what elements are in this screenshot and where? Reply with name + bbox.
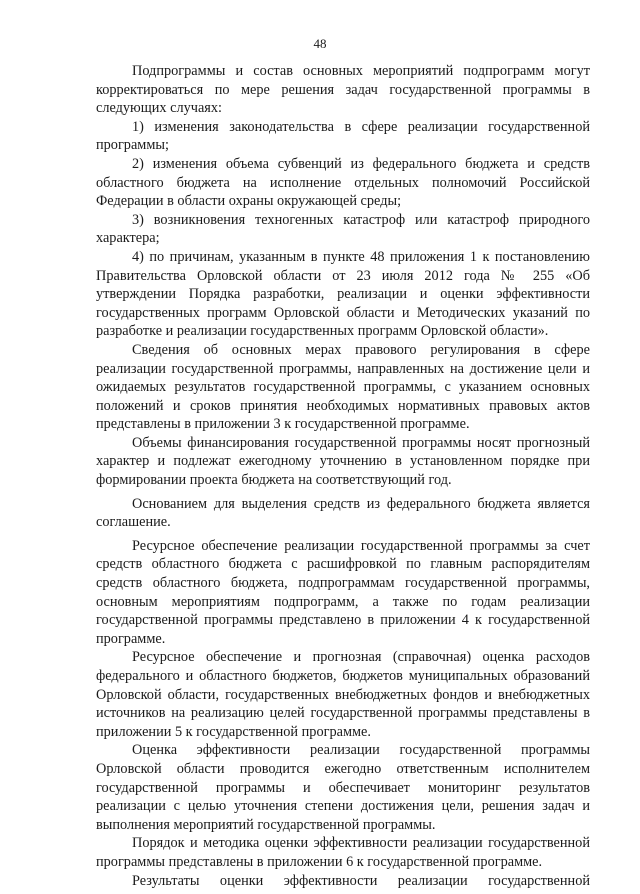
paragraph-forecast-estimate: Ресурсное обеспечение и прогнозная (справочная) оценка расходов федерального и областного бюджетов, бюджетов муниципальных образований Орловской области, государственных внебюджетных фондов и внебюджетных источников на реализацию целей государственной программы представлены в приложении 5 к государственной программе. bbox=[96, 649, 590, 740]
paragraph-regional-resources: Ресурсное обеспечение реализации государственной программы за счет средств областного бюджета с расшифровкой по главным распорядителям средств областного бюджета, подпрограммам государственной программы, основным мероприятиям подпрограмм, а также по годам реализации государственной программы представлено в приложении 4 к государственной программе. bbox=[96, 537, 590, 647]
paragraph-legal-regulation: Сведения об основных мерах правового регулирования в сфере реализации государственной программы, направленных на достижение цели и ожидаемых результатов государственной программы, с указанием основных положений и сроков принятия необходимых нормативных правовых актов представлены в приложении 3 к государственной программе. bbox=[96, 341, 590, 433]
paragraph-case-1: 1) изменения законодательства в сфере реализации государственной программы; bbox=[96, 118, 590, 154]
paragraph-federal-funds-basis: Основанием для выделения средств из федерального бюджета является соглашение. bbox=[96, 495, 590, 531]
page-number: 48 bbox=[313, 36, 327, 51]
paragraph-methodology: Порядок и методика оценки эффективности реализации государственной программы представлены в приложении 6 к государственной программе. bbox=[96, 835, 590, 870]
paragraph-financing-volumes: Объемы финансирования государственной программы носят прогнозный характер и подлежат ежегодному уточнению в установленном порядке при формировании проекта бюджета на соответствующий год. bbox=[96, 434, 590, 489]
paragraph-case-3: 3) возникновения техногенных катастроф или катастроф природного характера; bbox=[96, 211, 590, 247]
paragraph-case-4: 4) по причинам, указанным в пункте 48 приложения 1 к постановлению Правительства Орловской области от 23 июля 2012 года № 255 «Об утверждении Порядка разработки, реализации и оценки эффективности государственных программ Орловской области и Методических указаний по разработке и реализации государственных программ Орловской области». bbox=[96, 248, 590, 340]
paragraph-results: Результаты оценки эффективности реализации государственной bbox=[132, 872, 590, 889]
paragraph-efficiency-assessment: Оценка эффективности реализации государственной программы Орловской области проводится ежегодно ответственным исполнителем государственной программы и обеспечивает мониторинг результатов реализации с целью уточнения степени достижения цели, решения задач и выполнения мероприятий государственной программы. bbox=[96, 742, 590, 833]
paragraph-case-2: 2) изменения объема субвенций из федерального бюджета и средств областного бюджета на исполнение отдельных полномочий Российской Федерации в области охраны окружающей среды; bbox=[96, 155, 590, 210]
document-body bbox=[96, 62, 590, 890]
paragraph-intro: Подпрограммы и состав основных мероприятий подпрограмм могут корректироваться по мере решения задач государственной программы в следующих случаях: bbox=[96, 63, 590, 117]
